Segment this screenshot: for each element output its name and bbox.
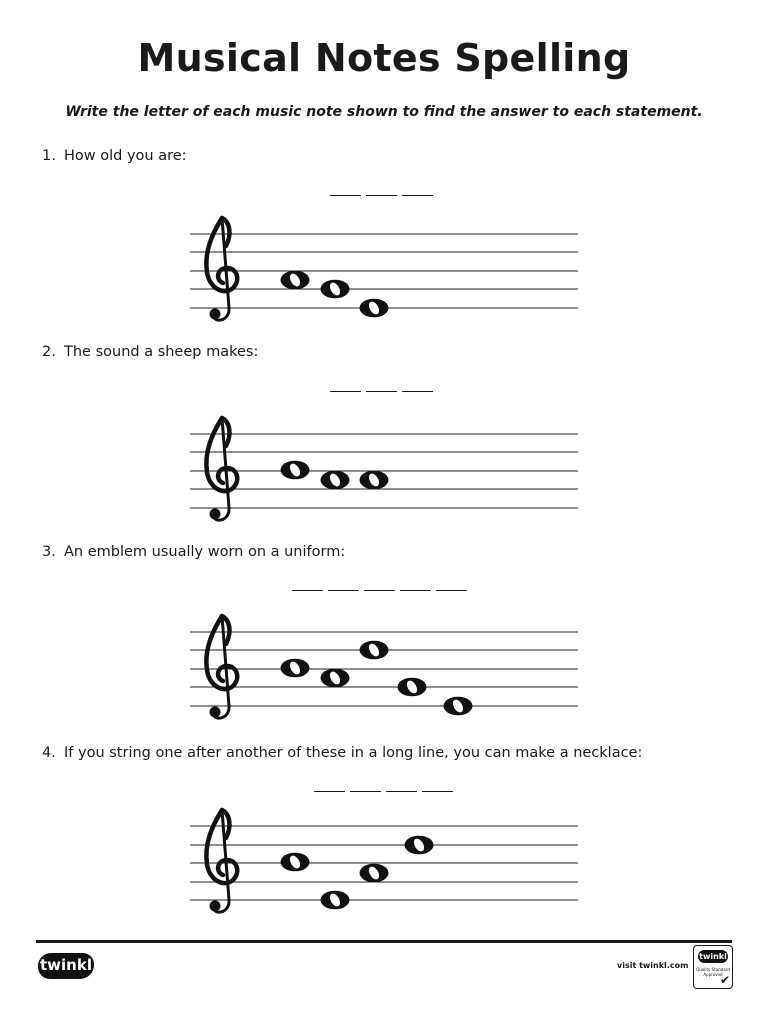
- whole-note-icon: [360, 641, 389, 660]
- whole-note-icon: [281, 271, 310, 290]
- whole-note-icon: [281, 461, 310, 480]
- instructions: Write the letter of each music note shown to find the answer to each statement.: [65, 104, 703, 120]
- website-link[interactable]: visit twinkl.com: [617, 961, 689, 970]
- whole-note-icon: [321, 280, 350, 299]
- staff-4: [190, 810, 578, 912]
- treble-clef-icon: [206, 418, 237, 520]
- quality-standard-badge: [693, 945, 733, 989]
- footer-divider: [36, 940, 732, 943]
- whole-note-icon: [321, 471, 350, 490]
- whole-note-icon: [281, 853, 310, 872]
- checkmark-icon: ✔: [720, 973, 731, 987]
- whole-note-icon: [360, 299, 389, 318]
- treble-clef-icon: [206, 810, 237, 912]
- page-title: Musical Notes Spelling: [137, 36, 631, 80]
- question-text: How old you are:: [64, 148, 187, 164]
- question-number: 4.: [42, 745, 56, 761]
- question-text: An emblem usually worn on a uniform:: [64, 544, 346, 560]
- badge-text: Quality Standard Approved: [696, 967, 730, 977]
- whole-note-icon: [360, 864, 389, 883]
- question-number: 1.: [42, 148, 56, 164]
- whole-note-icon: [405, 836, 434, 855]
- staff-2: [190, 418, 578, 520]
- question-text: If you string one after another of these in a long line, you can make a necklace:: [64, 745, 643, 761]
- question-text: The sound a sheep makes:: [64, 344, 259, 360]
- question-number: 3.: [42, 544, 56, 560]
- twinkl-logo[interactable]: twinkl: [38, 953, 94, 979]
- staff-1: [190, 218, 578, 320]
- question-number: 2.: [42, 344, 56, 360]
- whole-note-icon: [321, 891, 350, 910]
- whole-note-icon: [321, 669, 350, 688]
- staff-3: [190, 616, 578, 718]
- treble-clef-icon: [206, 218, 237, 320]
- treble-clef-icon: [206, 616, 237, 718]
- whole-note-icon: [444, 697, 473, 716]
- whole-note-icon: [281, 659, 310, 678]
- badge-logo: twinkl: [699, 952, 727, 961]
- whole-note-icon: [398, 678, 427, 697]
- whole-note-icon: [360, 471, 389, 490]
